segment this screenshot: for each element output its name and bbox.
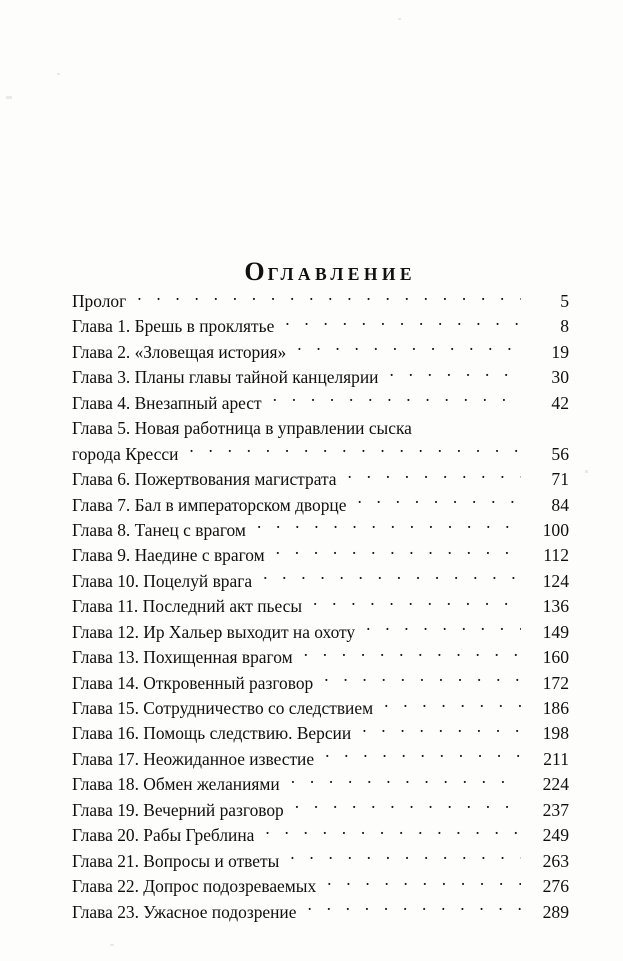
toc-entry[interactable] — [72, 823, 569, 848]
toc-dot-leader — [423, 417, 521, 434]
toc-entry-page-number: 30 — [551, 367, 569, 388]
toc-dot-leader — [348, 468, 522, 485]
toc-dot-leader — [357, 493, 521, 510]
toc-dot-leader — [295, 798, 521, 815]
toc-entry[interactable] — [72, 696, 569, 721]
toc-dot-leader — [325, 747, 521, 764]
toc-entry-page-number: 289 — [542, 901, 569, 922]
toc-entry-title: Глава 20. Рабы Греблина — [72, 825, 255, 846]
toc-entry-title: Глава 21. Вопросы и ответы — [72, 850, 280, 871]
toc-entry[interactable] — [72, 671, 569, 696]
toc-dot-leader — [265, 824, 521, 841]
toc-entry-page-number: 5 — [560, 291, 569, 311]
toc-entry-page-number: 224 — [542, 774, 569, 795]
toc-dot-leader — [291, 773, 521, 790]
scan-speckle — [6, 96, 12, 99]
toc-dot-leader — [189, 442, 521, 459]
toc-entry-title: Глава 13. Похищенная врагом — [72, 647, 293, 668]
toc-dot-leader — [290, 849, 521, 866]
toc-dot-leader — [297, 340, 521, 357]
toc-dot-leader — [307, 900, 521, 917]
toc-entry-title: Глава 7. Бал в императорском дворце — [72, 494, 347, 515]
toc-entry-title: Глава 16. Помощь следствию. Версии — [72, 723, 352, 744]
toc-entry-title: Глава 4. Внезапный арест — [72, 392, 262, 413]
toc-entry[interactable] — [72, 620, 569, 645]
toc-entry[interactable] — [72, 442, 569, 467]
toc-entry-title: Пролог — [72, 291, 127, 311]
toc-dot-leader — [285, 315, 521, 332]
toc-entry-title: Глава 15. Сотрудничество со следствием — [72, 698, 374, 718]
toc-entry[interactable] — [72, 340, 569, 365]
toc-entry-page-number: 84 — [551, 494, 569, 515]
toc-entry[interactable] — [72, 289, 569, 314]
toc-entry-page-number: 112 — [543, 545, 569, 566]
toc-entry[interactable] — [72, 849, 569, 874]
toc-dot-leader — [327, 875, 521, 892]
table-of-contents-list — [72, 289, 569, 925]
toc-entry-title: города Кресси — [72, 443, 179, 464]
toc-entry-page-number: 56 — [551, 443, 569, 464]
scan-speckle — [398, 18, 401, 20]
toc-entry-title: Глава 12. Ир Хальер выходит на охоту — [72, 621, 356, 642]
toc-entry-page-number: 186 — [542, 698, 569, 718]
toc-entry[interactable] — [72, 900, 569, 925]
toc-entry[interactable] — [72, 467, 569, 492]
toc-dot-leader — [273, 391, 521, 408]
toc-entry[interactable] — [72, 314, 569, 339]
toc-entry[interactable] — [72, 569, 569, 594]
toc-entry[interactable] — [72, 772, 569, 797]
toc-entry-title: Глава 11. Последний акт пьесы — [72, 596, 303, 617]
toc-entry-title: Глава 1. Брешь в проклятье — [72, 316, 275, 337]
toc-entry-page-number: 100 — [542, 519, 569, 540]
toc-entry-page-number: 172 — [542, 672, 569, 693]
page-title-initial: О — [244, 257, 268, 286]
toc-entry[interactable] — [72, 594, 569, 619]
toc-entry[interactable] — [72, 543, 569, 568]
toc-entry[interactable] — [72, 518, 569, 543]
toc-entry[interactable] — [72, 416, 569, 441]
toc-dot-leader — [263, 569, 521, 586]
toc-entry-page-number: 71 — [551, 469, 569, 490]
toc-entry-page-number: 136 — [542, 596, 569, 617]
toc-entry-page-number: 249 — [542, 825, 569, 846]
toc-entry-page-number: 237 — [542, 799, 569, 820]
toc-dot-leader — [389, 366, 521, 383]
toc-entry-title: Глава 19. Вечерний разговор — [72, 799, 284, 820]
toc-entry-title: Глава 23. Ужасное подозрение — [72, 901, 297, 922]
toc-entry[interactable] — [72, 493, 569, 518]
toc-entry[interactable] — [72, 365, 569, 390]
toc-dot-leader — [276, 544, 521, 561]
toc-dot-leader — [384, 697, 521, 714]
toc-entry-title: Глава 18. Обмен желаниями — [72, 774, 280, 795]
toc-entry-page-number: 198 — [542, 723, 569, 744]
toc-entry[interactable] — [72, 798, 569, 823]
toc-entry[interactable] — [72, 747, 569, 772]
toc-entry-page-number: 42 — [551, 392, 569, 413]
toc-dot-leader — [313, 595, 521, 612]
toc-entry-title: Глава 2. «Зловещая история» — [72, 341, 287, 362]
page-title-remainder: ГЛАВЛЕНИЕ — [267, 264, 416, 284]
toc-entry-page-number: 276 — [542, 876, 569, 897]
toc-entry-page-number: 149 — [542, 621, 569, 642]
toc-entry-page-number: 263 — [542, 850, 569, 871]
toc-entry-title: Глава 6. Пожертвования магистрата — [72, 469, 337, 490]
toc-dot-leader — [366, 620, 521, 637]
toc-entry-title: Глава 10. Поцелуй врага — [72, 570, 253, 591]
toc-entry-page-number: 124 — [542, 570, 569, 591]
scan-speckle — [585, 470, 588, 473]
toc-dot-leader — [362, 722, 521, 739]
toc-entry-title: Глава 8. Танец с врагом — [72, 519, 246, 540]
toc-entry-page-number: 8 — [560, 316, 569, 337]
toc-entry-page-number: 211 — [543, 748, 569, 769]
toc-entry-title: Глава 3. Планы главы тайной канцелярии — [72, 367, 379, 388]
toc-entry-title: Глава 14. Откровенный разговор — [72, 672, 314, 693]
toc-entry-title: Глава 9. Наедине с врагом — [72, 545, 265, 566]
toc-dot-leader — [137, 290, 521, 307]
toc-dot-leader — [324, 671, 521, 688]
toc-entry[interactable] — [72, 391, 569, 416]
toc-entry[interactable] — [72, 721, 569, 746]
scan-speckle — [110, 944, 114, 946]
toc-entry[interactable] — [72, 645, 569, 670]
toc-entry-title: Глава 5. Новая работница в управлении сыска — [72, 418, 412, 439]
toc-dot-leader — [304, 646, 521, 663]
toc-entry-page-number: 19 — [551, 341, 569, 362]
toc-entry-title: Глава 17. Неожиданное известие — [72, 748, 315, 769]
toc-entry-title: Глава 22. Допрос подозреваемых — [72, 876, 317, 897]
toc-dot-leader — [257, 519, 521, 536]
scan-speckle — [57, 73, 60, 75]
toc-entry-page-number: 160 — [542, 647, 569, 668]
toc-entry[interactable] — [72, 874, 569, 899]
